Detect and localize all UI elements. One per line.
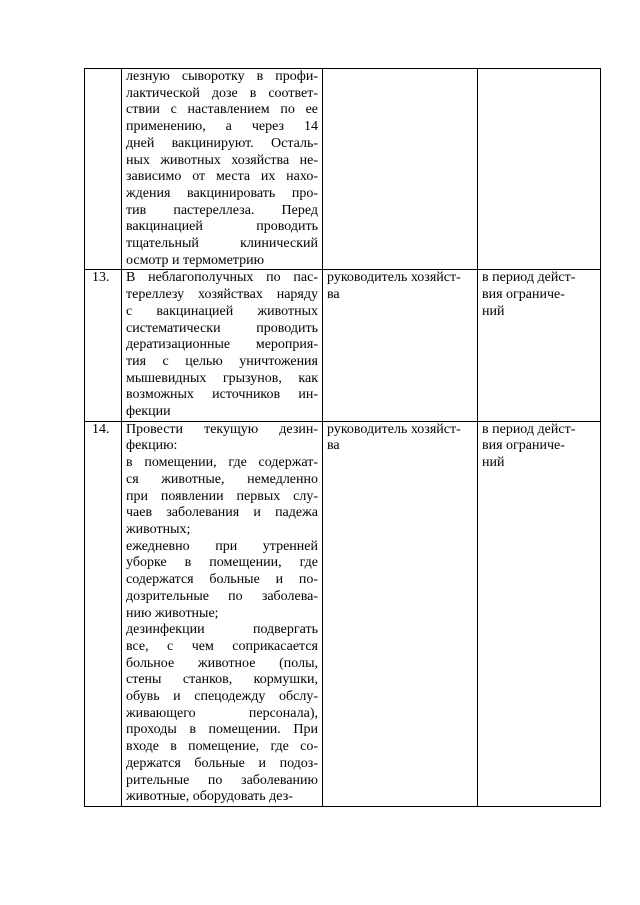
measure-text-line: применению, а через 14 (126, 119, 318, 135)
table-body (85, 69, 601, 807)
measure-text-line: чаев заболевания и падежа (126, 505, 318, 521)
row-number: 13. (92, 270, 110, 286)
measure-text-line: рительные по заболеванию (126, 772, 318, 788)
measure-text-line: с вакцинацией животных (126, 303, 318, 319)
responsible-cell (323, 69, 478, 270)
measure-text-line: ных животных хозяйства не- (126, 152, 318, 168)
term-cell (478, 421, 601, 806)
measure-text-line: лактической дозе в соответ- (126, 85, 318, 101)
term-text-line: в период дейст- (482, 270, 576, 286)
measure-text-line: систематически проводить (126, 320, 318, 336)
measure-text-line: в помещении, где содержат- (126, 455, 318, 471)
table-row (85, 421, 601, 806)
measure-text-line: все, с чем соприкасается (126, 638, 318, 654)
measure-text-line: больное животное (полы, (126, 655, 318, 671)
measure-text-line: держатся больные и подоз- (126, 755, 318, 771)
measure-text-line: возможных источников ин- (126, 387, 318, 403)
measure-text-line: стены станков, кормушки, (126, 672, 318, 688)
measure-text-cell (122, 421, 323, 806)
measure-text-cell (122, 69, 323, 270)
measure-text-line: тив пастереллеза. Перед (126, 202, 318, 218)
responsible-text-line: ва (327, 438, 340, 454)
measure-text-line: вакцинацией проводить (126, 219, 318, 235)
measure-text-line: ствии с наставлением по ее (126, 102, 318, 118)
measure-text-line: ежедневно при утренней (126, 538, 318, 554)
measure-text-line: дезинфекции подвергать (126, 622, 318, 638)
responsible-cell (323, 270, 478, 421)
responsible-text-line: ва (327, 287, 340, 303)
responsible-text-line: руководитель хозяйст- (327, 421, 461, 437)
measure-text-line: тщательный клинический (126, 236, 318, 252)
measure-text-line: В неблагополучных по пас- (126, 270, 318, 286)
measure-text-line: осмотр и термометрию (126, 252, 265, 268)
term-text-line: ний (482, 303, 505, 319)
measure-text-cell (122, 270, 323, 421)
measure-text-line: лезную сыворотку в профи- (126, 69, 318, 84)
measure-text-line: животные, оборудовать дез- (126, 789, 293, 805)
term-text-line: ний (482, 455, 505, 471)
measure-text-line: фекции (126, 404, 171, 420)
measure-text-line: Провести текущую дезин- (126, 421, 318, 437)
measure-text-line: при появлении первых слу- (126, 488, 318, 504)
measure-text-line: дозрительные по заболева- (126, 588, 318, 604)
table-row (85, 69, 601, 270)
measure-text-line: входе в помещение, где со- (126, 739, 318, 755)
measure-text-line: ждения вакцинировать про- (126, 185, 318, 201)
table-row (85, 270, 601, 421)
measure-text-line: зависимо от места их нахо- (126, 169, 318, 185)
responsible-cell (323, 421, 478, 806)
term-cell (478, 69, 601, 270)
measure-text-line: тереллезу хозяйствах наряду (126, 287, 318, 303)
measure-text-line: дней вакцинируют. Осталь- (126, 135, 318, 151)
term-text-line: вия ограниче- (482, 438, 565, 454)
measure-text-line: животных; (126, 521, 191, 537)
measure-text-line: тия с целью уничтожения (126, 353, 318, 369)
measure-text-line: проходы в помещении. При (126, 722, 318, 738)
measure-text-line: мышевидных грызунов, как (126, 370, 318, 386)
measure-text-line: живающего персонала), (126, 705, 318, 721)
measure-text-line: фекцию: (126, 438, 178, 454)
measure-text-line: ся животные, немедленно (126, 471, 318, 487)
measure-text-line: дератизационные мероприя- (126, 337, 318, 353)
row-number-cell (85, 270, 122, 421)
measure-text-line: обувь и спецодежду обслу- (126, 689, 318, 705)
term-text-line: вия ограниче- (482, 287, 565, 303)
row-number-cell (85, 421, 122, 806)
measure-text-line: содержатся больные и по- (126, 572, 318, 588)
term-text-line: в период дейст- (482, 421, 576, 437)
term-cell (478, 270, 601, 421)
measure-text-line: нию животные; (126, 605, 219, 621)
row-number-cell (85, 69, 122, 270)
responsible-text-line: руководитель хозяйст- (327, 270, 461, 286)
measures-table (84, 68, 601, 807)
row-number: 14. (92, 421, 110, 437)
measure-text-line: уборке в помещении, где (126, 555, 318, 571)
